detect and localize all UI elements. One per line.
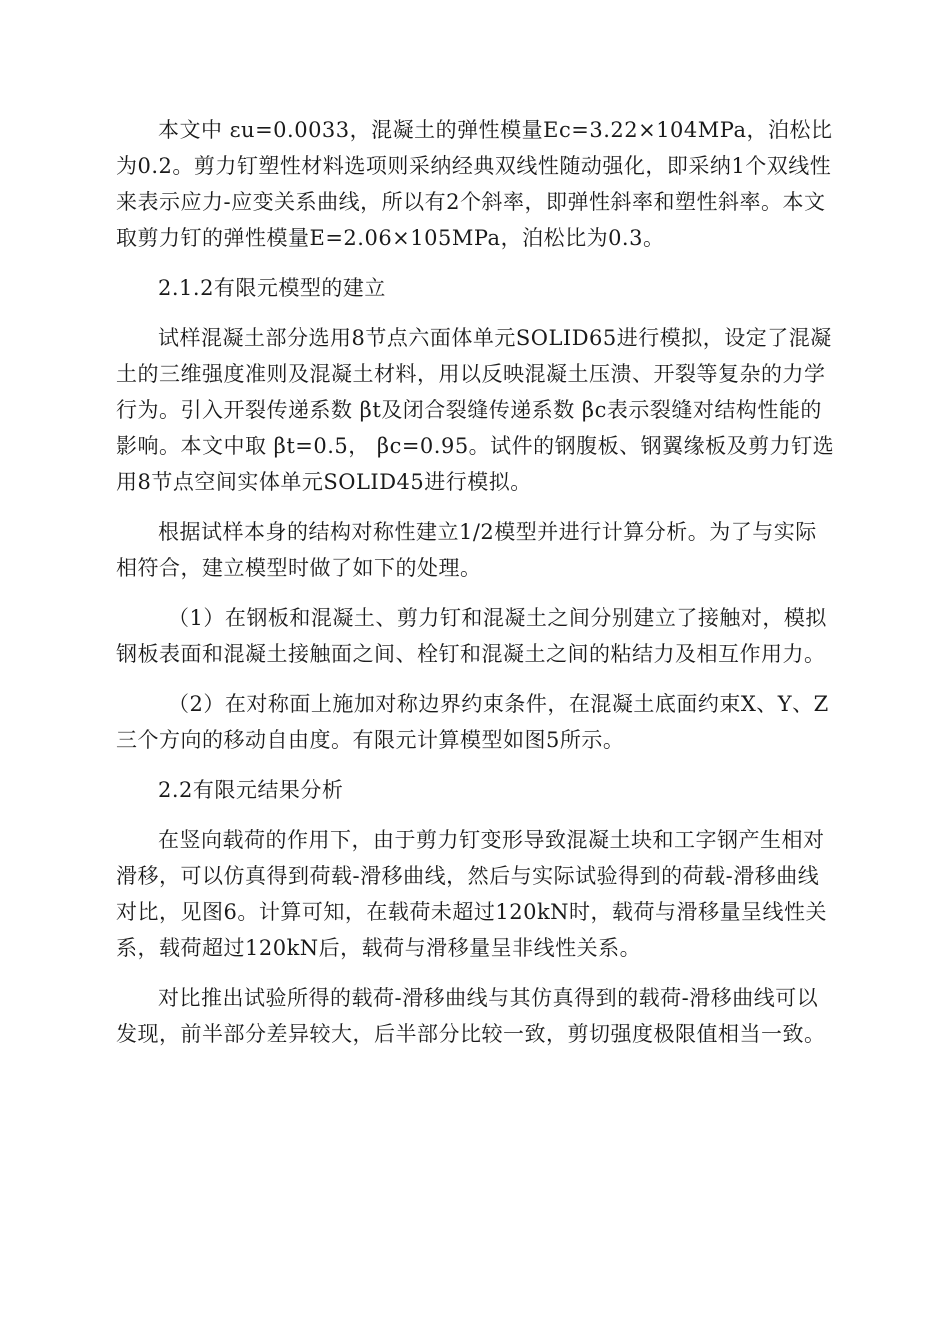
- document-page: [116, 112, 836, 1052]
- section-heading-2-1-2: 2.1.2有限元模型的建立: [158, 276, 386, 300]
- paragraph-symmetry-model: 根据试样本身的结构对称性建立1/2模型并进行计算分析。为了与实际相符合，建立模型时做了如下的处理。: [116, 520, 817, 580]
- list-item-contact-pairs: （1）在钢板和混凝土、剪力钉和混凝土之间分别建立了接触对，模拟钢板表面和混凝土接触面之间、栓钉和混凝土之间的粘结力及相互作用力。: [116, 606, 827, 666]
- paragraph-load-slip-simulation: 在竖向载荷的作用下，由于剪力钉变形导致混凝土块和工字钢产生相对滑移，可以仿真得到荷载-滑移曲线，然后与实际试验得到的荷载-滑移曲线对比，见图6。计算可知，在载荷未超过120kN时，载荷与滑移量呈线性关系，载荷超过120kN后，载荷与滑移量呈非线性关系。: [116, 828, 828, 960]
- list-item-boundary-conditions: （2）在对称面上施加对称边界约束条件，在混凝土底面约束X、Y、Z三个方向的移动自由度。有限元计算模型如图5所示。: [116, 692, 829, 752]
- paragraph-comparison: 对比推出试验所得的载荷-滑移曲线与其仿真得到的载荷-滑移曲线可以发现，前半部分差异较大，后半部分比较一致，剪切强度极限值相当一致。: [116, 986, 826, 1046]
- paragraph-material-params: 本文中 εu=0.0033，混凝土的弹性模量Ec=3.22×104MPa，泊松比为0.2。剪力钉塑性材料选项则采纳经典双线性随动强化，即采纳1个双线性来表示应力-应变关系曲线，所以有2个斜率，即弹性斜率和塑性斜率。本文取剪力钉的弹性模量E=2.06×105MPa，泊松比为0.3。: [116, 118, 833, 250]
- section-heading-2-2: 2.2有限元结果分析: [158, 778, 344, 802]
- paragraph-element-selection: 试样混凝土部分选用8节点六面体单元SOLID65进行模拟，设定了混凝土的三维强度准则及混凝土材料，用以反映混凝土压溃、开裂等复杂的力学行为。引入开裂传递系数 βt及闭合裂缝传递系数 βc表示裂缝对结构性能的影响。本文中取 βt=0.5， βc=0.95。试件的钢腹板、钢翼缘板及剪力钉选用8节点空间实体单元SOLID45进行模拟。: [116, 326, 835, 494]
